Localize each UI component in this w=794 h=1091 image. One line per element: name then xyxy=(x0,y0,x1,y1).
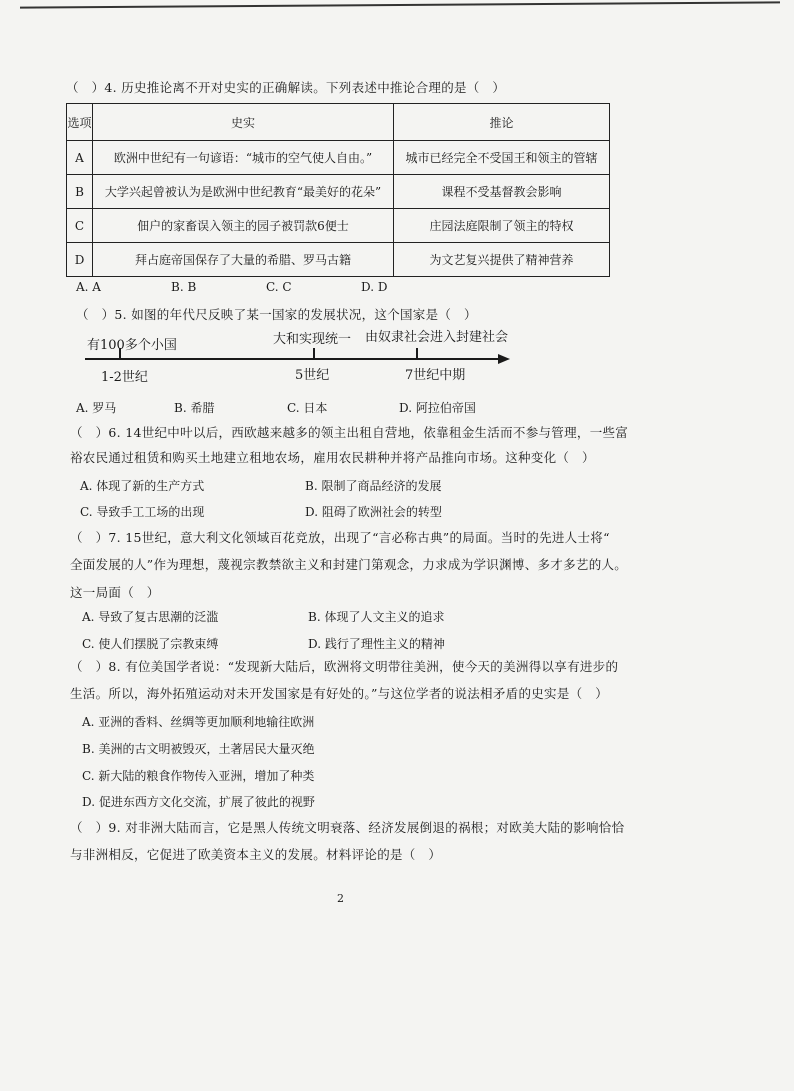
q8-option-b[interactable]: B. 美洲的古文明被毁灭，土著居民大量灭绝 xyxy=(82,742,315,756)
option-a[interactable]: A. 导致了复古思潮的泛滥 xyxy=(82,610,219,624)
row-inference: 课程不受基督教会影响 xyxy=(394,175,610,209)
table-row xyxy=(67,175,610,209)
q7-options-row2 xyxy=(82,635,445,652)
row-inference: 城市已经完全不受国王和领主的管辖 xyxy=(394,141,610,175)
table-row xyxy=(67,209,610,243)
option-b[interactable]: B. 希腊 xyxy=(174,401,215,415)
q4-options xyxy=(76,280,387,294)
timeline-event: 由奴隶社会进入封建社会 xyxy=(365,330,509,345)
option-d[interactable]: D. 践行了理性主义的精神 xyxy=(308,637,445,651)
option-b[interactable]: B. B xyxy=(171,280,197,294)
timeline-date: 7世纪中期 xyxy=(405,368,466,383)
option-d[interactable]: D. 阻碍了欧洲社会的转型 xyxy=(305,505,442,519)
q7-line3: 这一局面（ ） xyxy=(70,585,160,600)
timeline-date: 1-2世纪 xyxy=(101,370,148,385)
q8-option-d[interactable]: D. 促进东西方文化交流，扩展了彼此的视野 xyxy=(82,795,315,809)
timeline-tick xyxy=(313,348,315,359)
header-fact: 史实 xyxy=(93,104,394,141)
header-inference: 推论 xyxy=(394,104,610,141)
timeline-date: 5世纪 xyxy=(295,368,330,383)
q9-line1: （ ）9. 对非洲大陆而言，它是黑人传统文明衰落、经济发展倒退的祸根；对欧美大陆的影响恰恰 xyxy=(70,820,625,835)
timeline-axis xyxy=(85,358,500,360)
row-option: B xyxy=(67,175,93,209)
q9-line2: 与非洲相反，它促进了欧美资本主义的发展。材料评论的是（ ） xyxy=(70,847,442,862)
row-fact: 拜占庭帝国保存了大量的希腊、罗马古籍 xyxy=(93,243,394,277)
q4-stem: （ ）4. 历史推论离不开对史实的正确解读。下列表述中推论合理的是（ ） xyxy=(66,80,506,95)
timeline-event: 有100多个小国 xyxy=(87,338,177,353)
option-b[interactable]: B. 体现了人文主义的追求 xyxy=(308,610,445,624)
row-inference: 庄园法庭限制了领主的特权 xyxy=(394,209,610,243)
q6-options-row1 xyxy=(80,477,441,494)
row-fact: 大学兴起曾被认为是欧洲中世纪教育“最美好的花朵” xyxy=(93,175,394,209)
option-a[interactable]: A. 体现了新的生产方式 xyxy=(80,479,205,493)
q8-option-c[interactable]: C. 新大陆的粮食作物传入亚洲，增加了种类 xyxy=(82,769,315,783)
timeline-event: 大和实现统一 xyxy=(273,332,352,347)
q6-line1: （ ）6. 14世纪中叶以后，西欧越来越多的领主出租自营地，依靠租金生活而不参与管理，一些富 xyxy=(70,425,629,440)
option-c[interactable]: C. 日本 xyxy=(287,401,328,415)
q7-line2: 全面发展的人”作为理想，蔑视宗教禁欲主义和封建门第观念，力求成为学识渊博、多才多艺的人。 xyxy=(70,557,628,572)
q5-stem: （ ）5. 如图的年代尺反映了某一国家的发展状况，这个国家是（ ） xyxy=(76,307,477,322)
page-number: 2 xyxy=(337,892,344,905)
row-fact: 佃户的家畜误入领主的园子被罚款6便士 xyxy=(93,209,394,243)
option-d[interactable]: D. D xyxy=(361,280,388,294)
q6-line2: 裕农民通过租赁和购买土地建立租地农场，雇用农民耕种并将产品推向市场。这种变化（ ） xyxy=(70,450,595,465)
table-header-row xyxy=(67,104,610,141)
q8-option-a[interactable]: A. 亚洲的香料、丝绸等更加顺利地输往欧洲 xyxy=(82,715,315,729)
option-c[interactable]: C. C xyxy=(266,280,292,294)
option-a[interactable]: A. 罗马 xyxy=(76,401,117,415)
q8-line2: 生活。所以，海外拓殖运动对未开发国家是有好处的。”与这位学者的说法相矛盾的史实是（ ） xyxy=(70,686,609,701)
scan-edge-line xyxy=(20,1,780,8)
q6-options-row2 xyxy=(80,503,442,520)
row-option: C xyxy=(67,209,93,243)
row-option: A xyxy=(67,141,93,175)
option-b[interactable]: B. 限制了商品经济的发展 xyxy=(305,479,442,493)
table-row xyxy=(67,243,610,277)
q5-options xyxy=(76,399,476,416)
timeline-tick xyxy=(416,348,418,359)
row-option: D xyxy=(67,243,93,277)
header-option: 选项 xyxy=(67,104,93,141)
q7-options-row1 xyxy=(82,608,444,625)
option-d[interactable]: D. 阿拉伯帝国 xyxy=(399,401,476,415)
row-fact: 欧洲中世纪有一句谚语：“城市的空气使人自由。” xyxy=(93,141,394,175)
timeline-arrow-icon xyxy=(498,354,510,364)
option-c[interactable]: C. 使人们摆脱了宗教束缚 xyxy=(82,637,219,651)
row-inference: 为文艺复兴提供了精神营养 xyxy=(394,243,610,277)
q7-line1: （ ）7. 15世纪，意大利文化领域百花竞放，出现了“言必称古典”的局面。当时的先进人士将“ xyxy=(70,530,610,545)
option-c[interactable]: C. 导致手工工场的出现 xyxy=(80,505,205,519)
timeline xyxy=(75,330,515,390)
option-a[interactable]: A. A xyxy=(76,280,101,294)
q8-line1: （ ）8. 有位美国学者说：“发现新大陆后，欧洲将文明带往美洲，使今天的美洲得以享有进步的 xyxy=(70,659,619,674)
q4-table xyxy=(66,103,610,277)
table-row xyxy=(67,141,610,175)
